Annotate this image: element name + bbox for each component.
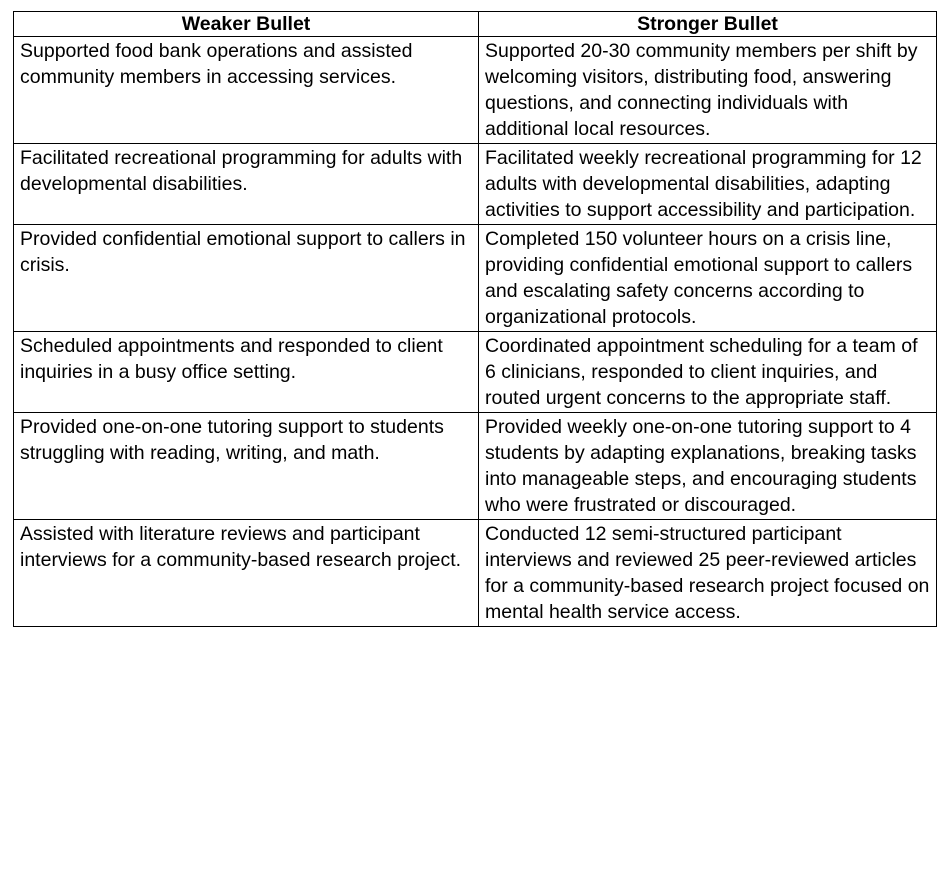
table-row [14, 37, 937, 144]
weaker-bullet-cell: Provided one-on-one tutoring support to students struggling with reading, writing, and math. [14, 413, 479, 520]
weaker-bullet-cell: Provided confidential emotional support to callers in crisis. [14, 225, 479, 332]
table-header-row [14, 12, 937, 37]
weaker-bullet-cell: Scheduled appointments and responded to client inquiries in a busy office setting. [14, 332, 479, 413]
bullet-comparison-table [13, 11, 937, 627]
stronger-bullet-header: Stronger Bullet [479, 12, 937, 37]
weaker-bullet-cell: Supported food bank operations and assisted community members in accessing services. [14, 37, 479, 144]
weaker-bullet-header: Weaker Bullet [14, 12, 479, 37]
weaker-bullet-cell: Facilitated recreational programming for adults with developmental disabilities. [14, 144, 479, 225]
table-row [14, 144, 937, 225]
stronger-bullet-cell: Coordinated appointment scheduling for a team of 6 clinicians, responded to client inquiries, and routed urgent concerns to the appropriate staff. [479, 332, 937, 413]
stronger-bullet-cell: Provided weekly one-on-one tutoring support to 4 students by adapting explanations, breaking tasks into manageable steps, and encouraging students who were frustrated or discouraged. [479, 413, 937, 520]
table-row [14, 413, 937, 520]
stronger-bullet-cell: Facilitated weekly recreational programming for 12 adults with developmental disabilities, adapting activities to support accessibility and participation. [479, 144, 937, 225]
table-row [14, 225, 937, 332]
stronger-bullet-cell: Completed 150 volunteer hours on a crisis line, providing confidential emotional support to callers and escalating safety concerns according to organizational protocols. [479, 225, 937, 332]
stronger-bullet-cell: Supported 20-30 community members per shift by welcoming visitors, distributing food, answering questions, and connecting individuals with additional local resources. [479, 37, 937, 144]
table-row [14, 520, 937, 627]
stronger-bullet-cell: Conducted 12 semi-structured participant interviews and reviewed 25 peer-reviewed articles for a community-based research project focused on mental health service access. [479, 520, 937, 627]
weaker-bullet-cell: Assisted with literature reviews and participant interviews for a community-based research project. [14, 520, 479, 627]
bullet-comparison-table-container [13, 11, 936, 627]
table-row [14, 332, 937, 413]
